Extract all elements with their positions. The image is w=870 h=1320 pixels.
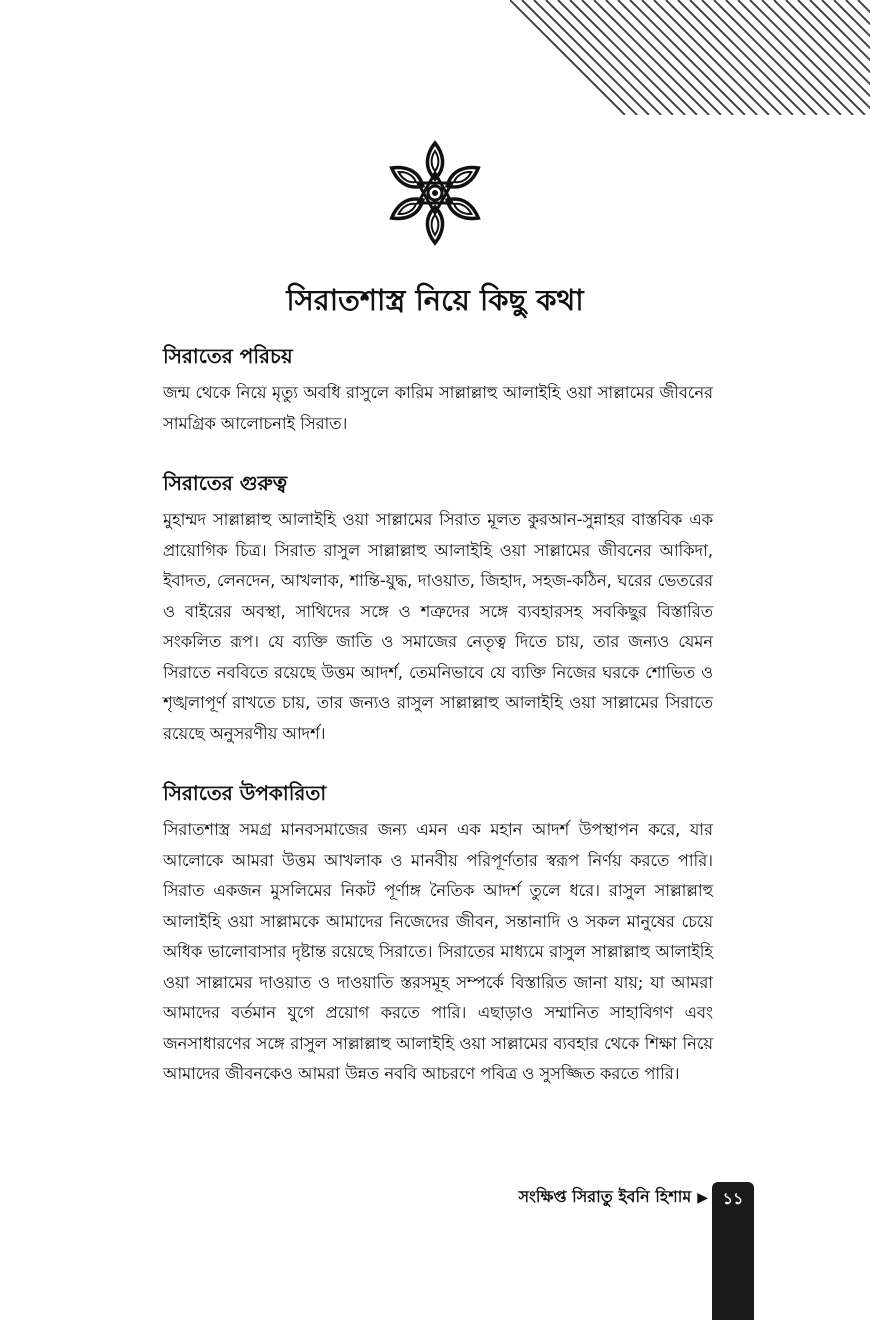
- section-paragraph: মুহাম্মদ সাল্লাল্লাহু আলাইহি ওয়া সাল্লামের সিরাত মূলত কুরআন-সুন্নাহর বাস্তবিক এক প্রায়োগিক চিত্র। সিরাত রাসুল সাল্লাল্লাহু আলাইহি ওয়া সাল্লামের জীবনের আকিদা, ইবাদত, লেনদেন, আখলাক, শান্তি-যুদ্ধ, দাওয়াত, জিহাদ, সহজ-কঠিন, ঘরের ভেতরের ও বাইরের অবস্থা, সাথিদের সঙ্গে ও শত্রুদের সঙ্গে ব্যবহারসহ সবকিছুর বিস্তারিত সংকলিত রূপ। যে ব্যক্তি জাতি ও সমাজের নেতৃত্ব দিতে চায়, তার জন্যও যেমন সিরাতে নববিতে রয়েছে উত্তম আদর্শ, তেমনিভাবে যে ব্যক্তি নিজের ঘরকে শোভিত ও শৃঙ্খলাপূর্ণ রাখতে চায়, তার জন্যও রাসুল সাল্লাল্লাহু আলাইহি ওয়া সাল্লামের সিরাতে রয়েছে অনুসরণীয় আদর্শ।: [163, 510, 713, 743]
- section-benefits: [163, 777, 713, 1090]
- corner-stripe-pattern: [510, 0, 870, 115]
- article-content: [163, 340, 713, 1118]
- section-paragraph: সিরাতশাস্ত্র সমগ্র মানবসমাজের জন্য এমন এক মহান আদর্শ উপস্থাপন করে, যার আলোকে আমরা উত্তম আখলাক ও মানবীয় পরিপূর্ণতার স্বরূপ নির্ণয় করতে পারি। সিরাত একজন মুসলিমের নিকট পূর্ণাঙ্গ নৈতিক আদর্শ তুলে ধরে। রাসুল সাল্লাল্লাহু আলাইহি ওয়া সাল্লামকে আমাদের নিজেদের জীবন, সন্তানাদি ও সকল মানুষের চেয়ে অধিক ভালোবাসার দৃষ্টান্ত রয়েছে সিরাতে। সিরাতের মাধ্যমে রাসুল সাল্লাল্লাহু আলাইহি ওয়া সাল্লামের দাওয়াত ও দাওয়াতি স্তরসমূহ সম্পর্কে বিস্তারিত জানা যায়; যা আমরা আমাদের বর্তমান যুগে প্রয়োগ করতে পারি। এছাড়াও সম্মানিত সাহাবিগণ এবং জনসাধারণের সঙ্গে রাসুল সাল্লাল্লাহু আলাইহি ওয়া সাল্লামের ব্যবহার থেকে শিক্ষা নিয়ে আমাদের জীবনকেও আমরা উন্নত নববি আচরণে পবিত্র ও সুসজ্জিত করতে পারি।: [163, 820, 713, 1083]
- section-introduction: [163, 340, 713, 439]
- section-heading: সিরাতের গুরুত্ব: [163, 471, 288, 495]
- section-importance: [163, 467, 713, 749]
- section-paragraph: জন্ম থেকে নিয়ে মৃত্যু অবধি রাসুলে কারিম সাল্লাল্লাহু আলাইহি ওয়া সাল্লামের জীবনের সামগ্রিক আলোচনাই সিরাত।: [163, 383, 713, 433]
- floral-star-ornament-icon: [380, 140, 490, 246]
- page-title: সিরাতশাস্ত্র নিয়ে কিছু কথা: [286, 283, 584, 317]
- running-footer: [400, 1180, 708, 1215]
- triangle-right-icon: ▶: [697, 1190, 708, 1206]
- book-title: সংক্ষিপ্ত সিরাতু ইবনি হিশাম: [518, 1187, 692, 1206]
- section-heading: সিরাতের পরিচয়: [163, 344, 293, 368]
- section-heading: সিরাতের উপকারিতা: [163, 781, 327, 805]
- page-number: ১১: [722, 1189, 744, 1208]
